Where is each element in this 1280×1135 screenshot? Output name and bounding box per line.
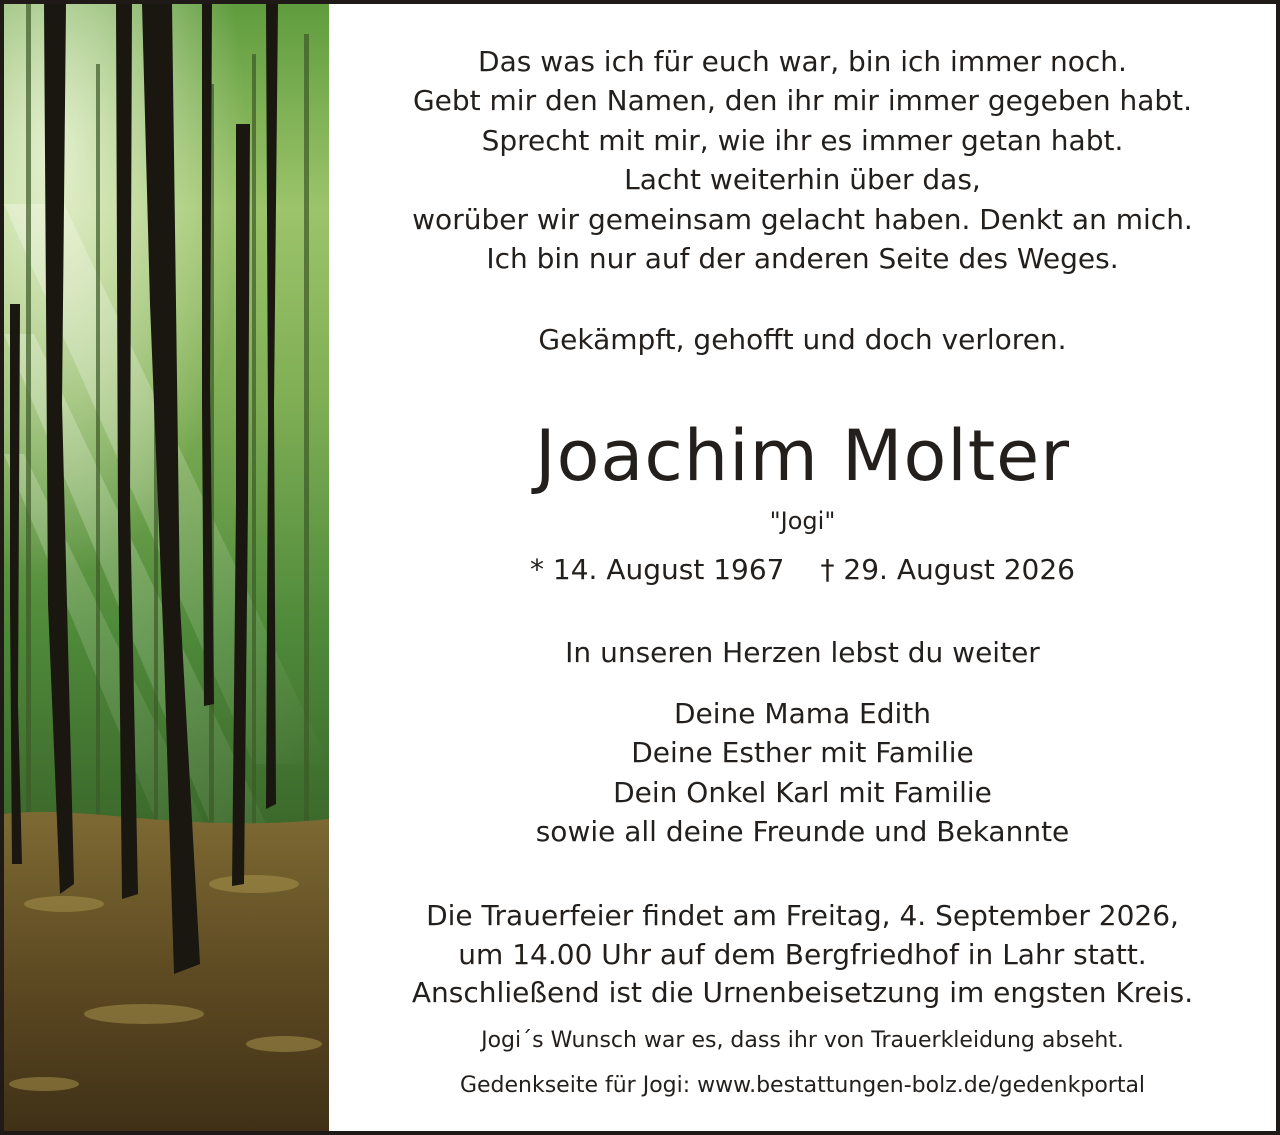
mourner: Dein Onkel Karl mit Familie xyxy=(613,775,992,809)
forest-photo xyxy=(4,4,329,1131)
funeral-line: um 14.00 Uhr auf dem Bergfriedhof in Lahr statt. xyxy=(458,937,1147,971)
dress-code-wish: Jogi´s Wunsch war es, dass ihr von Trauerkleidung abseht. xyxy=(481,1028,1124,1053)
death-date: † 29. August 2026 xyxy=(820,553,1075,586)
funeral-line: Anschließend ist die Urnenbeisetzung im engsten Kreis. xyxy=(411,976,1194,1009)
poem-line: Gebt mir den Namen, den ihr mir immer gegeben habt. xyxy=(412,84,1193,118)
poem-line: worüber wir gemeinsam gelacht haben. Denkt an mich. xyxy=(412,202,1193,236)
funeral-info xyxy=(329,897,1276,1013)
mourners-list xyxy=(329,694,1276,852)
poem-line: Ich bin nur auf der anderen Seite des Weges. xyxy=(486,242,1119,276)
poem-line: Sprecht mit mir, wie ihr es immer getan habt. xyxy=(481,123,1124,157)
obituary-text xyxy=(329,4,1276,1131)
life-dates xyxy=(329,551,1276,589)
mourner: sowie all deine Freunde und Bekannte xyxy=(535,815,1070,849)
funeral-line: Die Trauerfeier findet am Freitag, 4. September 2026, xyxy=(426,899,1179,932)
poem-line: Lacht weiterhin über das, xyxy=(624,163,981,197)
forest-image xyxy=(4,4,329,1131)
fought-line: Gekämpft, gehofft und doch verloren. xyxy=(538,323,1067,356)
birth-date: * 14. August 1967 xyxy=(530,553,785,586)
mourner: Deine Esther mit Familie xyxy=(631,736,974,770)
poem xyxy=(329,42,1276,278)
hearts-line: In unseren Herzen lebst du weiter xyxy=(565,636,1040,669)
poem-line: Das was ich für euch war, bin ich immer noch. xyxy=(478,45,1127,78)
mourner: Deine Mama Edith xyxy=(673,697,932,730)
memorial-page-line: Gedenkseite für Jogi: www.bestattungen-bolz.de/gedenkportal xyxy=(459,1073,1146,1098)
nickname: "Jogi" xyxy=(769,507,836,535)
deceased-name: Joachim Molter xyxy=(534,415,1071,497)
